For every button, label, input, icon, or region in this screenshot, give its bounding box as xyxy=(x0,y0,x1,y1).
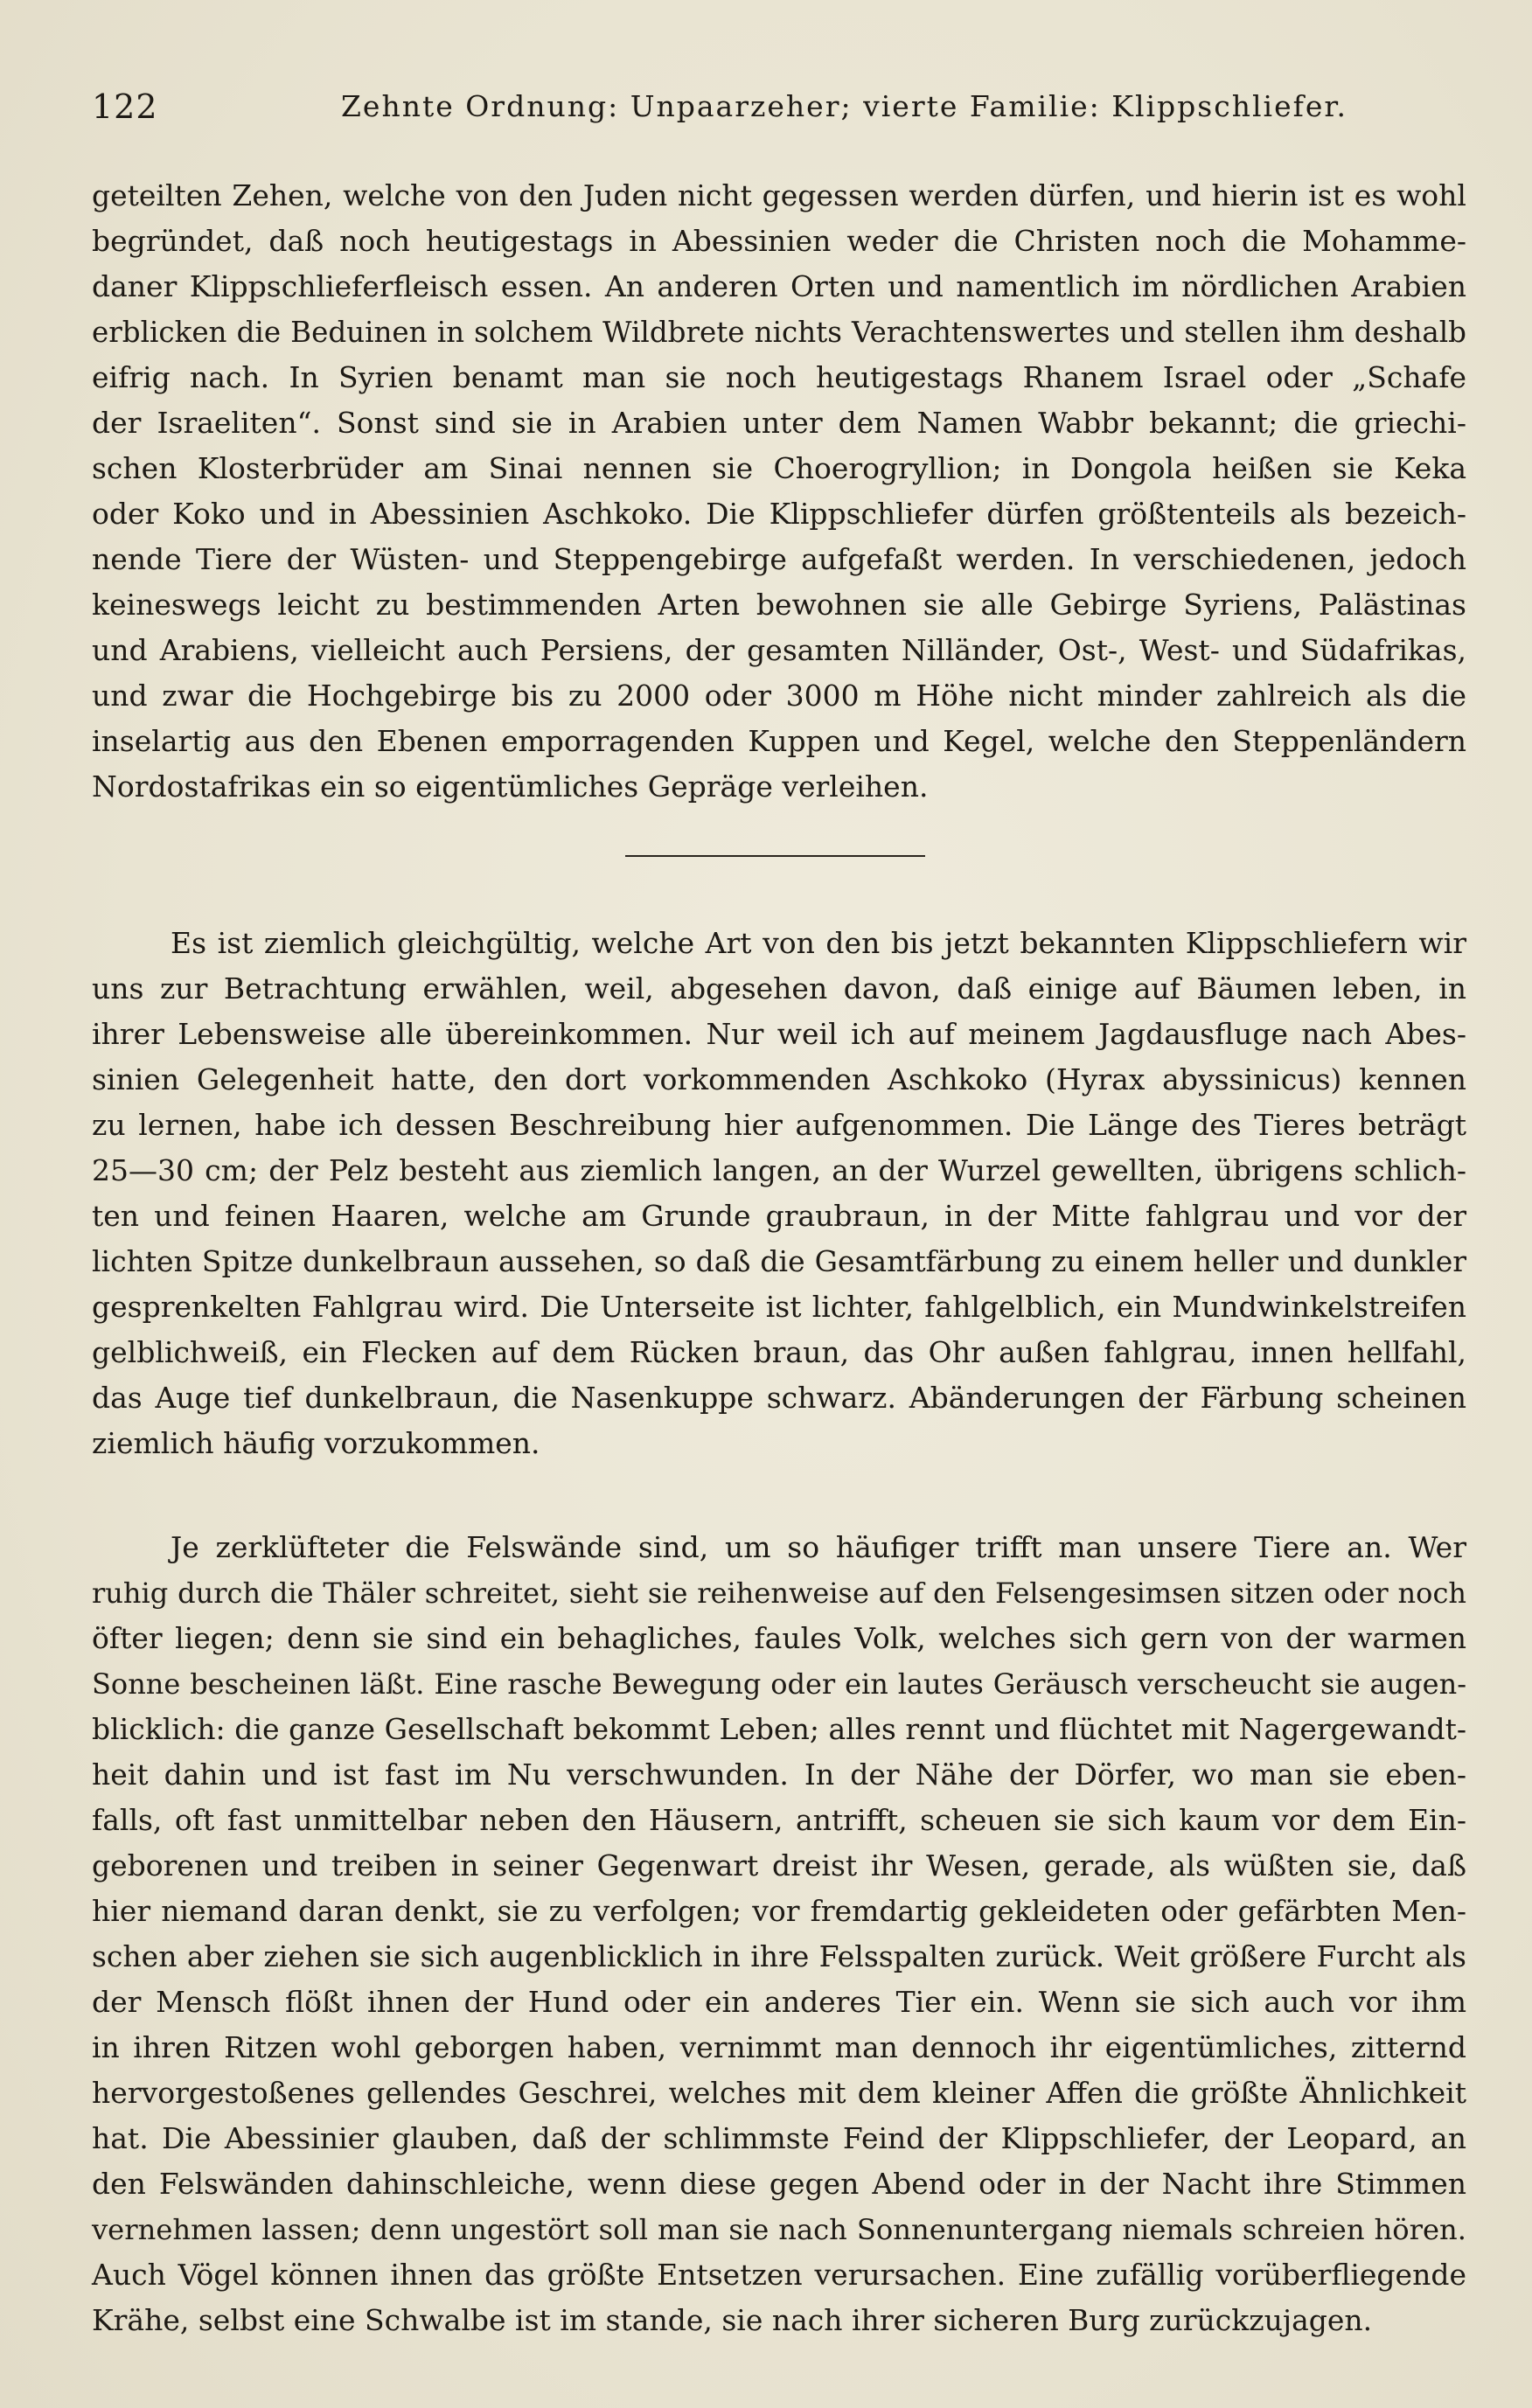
text-line: uns zur Betrachtung erwählen, weil, abgesehen davon, daß einige auf Bäumen leben, in xyxy=(92,971,1466,1006)
text-line: daner Klippschlieferfleisch essen. An anderen Orten und namentlich im nördlichen Arabien xyxy=(92,269,1466,303)
text-line: den Felswänden dahinschleiche, wenn diese gegen Abend oder in der Nacht ihre Stimmen xyxy=(92,2167,1466,2201)
text-line: Sonne bescheinen läßt. Eine rasche Bewegung oder ein lautes Geräusch verscheucht sie augen- xyxy=(92,1667,1466,1701)
paragraph-2 xyxy=(92,921,1466,1466)
text-line: der Israeliten“. Sonst sind sie in Arabien unter dem Namen Wabbr bekannt; die griechi- xyxy=(92,406,1466,440)
text-line: ziemlich häufig vorzukommen. xyxy=(92,1426,540,1460)
text-line: lichten Spitze dunkelbraun aussehen, so daß die Gesamtfärbung zu einem heller und dunkler xyxy=(92,1244,1466,1278)
text-line: geteilten Zehen, welche von den Juden nicht gegessen werden dürfen, und hierin ist es wohl xyxy=(92,178,1466,212)
text-line: ten und feinen Haaren, welche am Grunde graubraun, in der Mitte fahlgrau und vor der xyxy=(92,1199,1466,1233)
text-line: blicklich: die ganze Gesellschaft bekommt Leben; alles rennt und flüchtet mit Nagergewandt- xyxy=(92,1712,1466,1746)
text-line: ihrer Lebensweise alle übereinkommen. Nur weil ich auf meinem Jagdausfluge nach Abes- xyxy=(92,1017,1466,1051)
text-line: Je zerklüfteter die Felswände sind, um so häufiger trifft man unsere Tiere an. Wer xyxy=(171,1530,1466,1564)
text-line: ruhig durch die Thäler schreitet, sieht sie reihenweise auf den Felsengesimsen sitzen oder noch xyxy=(92,1576,1466,1610)
page-number: 122 xyxy=(92,87,158,126)
text-line: zu lernen, habe ich dessen Beschreibung hier aufgenommen. Die Länge des Tieres beträgt xyxy=(92,1108,1466,1142)
text-line: eifrig nach. In Syrien benamt man sie noch heutigestags Rhanem Israel oder „Schafe xyxy=(92,360,1466,394)
text-line: gelblichweiß, ein Flecken auf dem Rücken braun, das Ohr außen fahlgrau, innen hellfahl, xyxy=(92,1335,1466,1369)
text-line: heit dahin und ist fast im Nu verschwunden. In der Nähe der Dörfer, wo man sie eben- xyxy=(92,1757,1466,1792)
text-line: begründet, daß noch heutigestags in Abessinien weder die Christen noch die Mohamme- xyxy=(92,224,1466,258)
text-line: 25—30 cm; der Pelz besteht aus ziemlich langen, an der Wurzel gewellten, übrigens schlich- xyxy=(92,1153,1466,1187)
text-line: schen aber ziehen sie sich augenblicklich in ihre Felsspalten zurück. Weit größere Furcht als xyxy=(92,1939,1466,1973)
text-line: nende Tiere der Wüsten- und Steppengebirge aufgefaßt werden. In verschiedenen, jedoch xyxy=(92,542,1466,576)
paragraph-3 xyxy=(92,1525,1466,2343)
text-line: der Mensch flößt ihnen der Hund oder ein anderes Tier ein. Wenn sie sich auch vor ihm xyxy=(92,1985,1466,2019)
text-line: vernehmen lassen; denn ungestört soll man sie nach Sonnenuntergang niemals schreien hören. xyxy=(92,2213,1466,2246)
text-line: und Arabiens, vielleicht auch Persiens, der gesamten Nilländer, Ost-, West- und Südafrikas, xyxy=(92,633,1466,667)
section-separator xyxy=(625,855,925,857)
text-line: keineswegs leicht zu bestimmenden Arten bewohnen sie alle Gebirge Syriens, Palästinas xyxy=(92,588,1466,622)
text-line: schen Klosterbrüder am Sinai nennen sie Choerogryllion; in Dongola heißen sie Keka xyxy=(92,451,1466,485)
text-line: Auch Vögel können ihnen das größte Entsetzen verursachen. Eine zufällig vorüberfliegende xyxy=(92,2258,1466,2292)
text-line: hervorgestoßenes gellendes Geschrei, welches mit dem kleiner Affen die größte Ähnlichkeit xyxy=(92,2076,1466,2110)
text-line: falls, oft fast unmittelbar neben den Häusern, antrifft, scheuen sie sich kaum vor dem Ein- xyxy=(92,1803,1466,1837)
text-line: inselartig aus den Ebenen emporragenden Kuppen und Kegel, welche den Steppenländern xyxy=(92,724,1466,758)
text-line: gesprenkelten Fahlgrau wird. Die Unterseite ist lichter, fahlgelblich, ein Mundwinkelstreifen xyxy=(92,1290,1466,1324)
text-line: geborenen und treiben in seiner Gegenwart dreist ihr Wesen, gerade, als wüßten sie, daß xyxy=(92,1848,1466,1883)
text-line: das Auge tief dunkelbraun, die Nasenkuppe schwarz. Abänderungen der Färbung scheinen xyxy=(92,1381,1466,1415)
running-head: Zehnte Ordnung: Unpaarzeher; vierte Familie: Klippschliefer. xyxy=(341,89,1347,123)
text-line: sinien Gelegenheit hatte, den dort vorkommenden Aschkoko (Hyrax abyssinicus) kennen xyxy=(92,1062,1466,1096)
text-line: Es ist ziemlich gleichgültig, welche Art von den bis jetzt bekannten Klippschliefern wir xyxy=(171,926,1466,960)
text-line: öfter liegen; denn sie sind ein behagliches, faules Volk, welches sich gern von der warmen xyxy=(92,1621,1466,1655)
page-header xyxy=(92,87,1347,140)
text-line: Krähe, selbst eine Schwalbe ist im stande, sie nach ihrer sicheren Burg zurückzujagen. xyxy=(92,2303,1373,2337)
text-line: hier niemand daran denkt, sie zu verfolgen; vor fremdartig gekleideten oder gefärbten Men- xyxy=(92,1894,1466,1928)
text-line: erblicken die Beduinen in solchem Wildbrete nichts Verachtenswertes und stellen ihm deshalb xyxy=(92,316,1466,349)
text-line: und zwar die Hochgebirge bis zu 2000 oder 3000 m Höhe nicht minder zahlreich als die xyxy=(92,679,1466,713)
text-line: Nordostafrikas ein so eigentümliches Gepräge verleihen. xyxy=(92,769,929,804)
text-line: oder Koko und in Abessinien Aschkoko. Die Klippschliefer dürfen größtenteils als bezeich- xyxy=(92,497,1466,531)
paragraph-1 xyxy=(92,173,1466,810)
text-line: in ihren Ritzen wohl geborgen haben, vernimmt man dennoch ihr eigentümliches, zitternd xyxy=(92,2030,1466,2064)
text-line: hat. Die Abessinier glauben, daß der schlimmste Feind der Klippschliefer, der Leopard, an xyxy=(92,2121,1466,2155)
